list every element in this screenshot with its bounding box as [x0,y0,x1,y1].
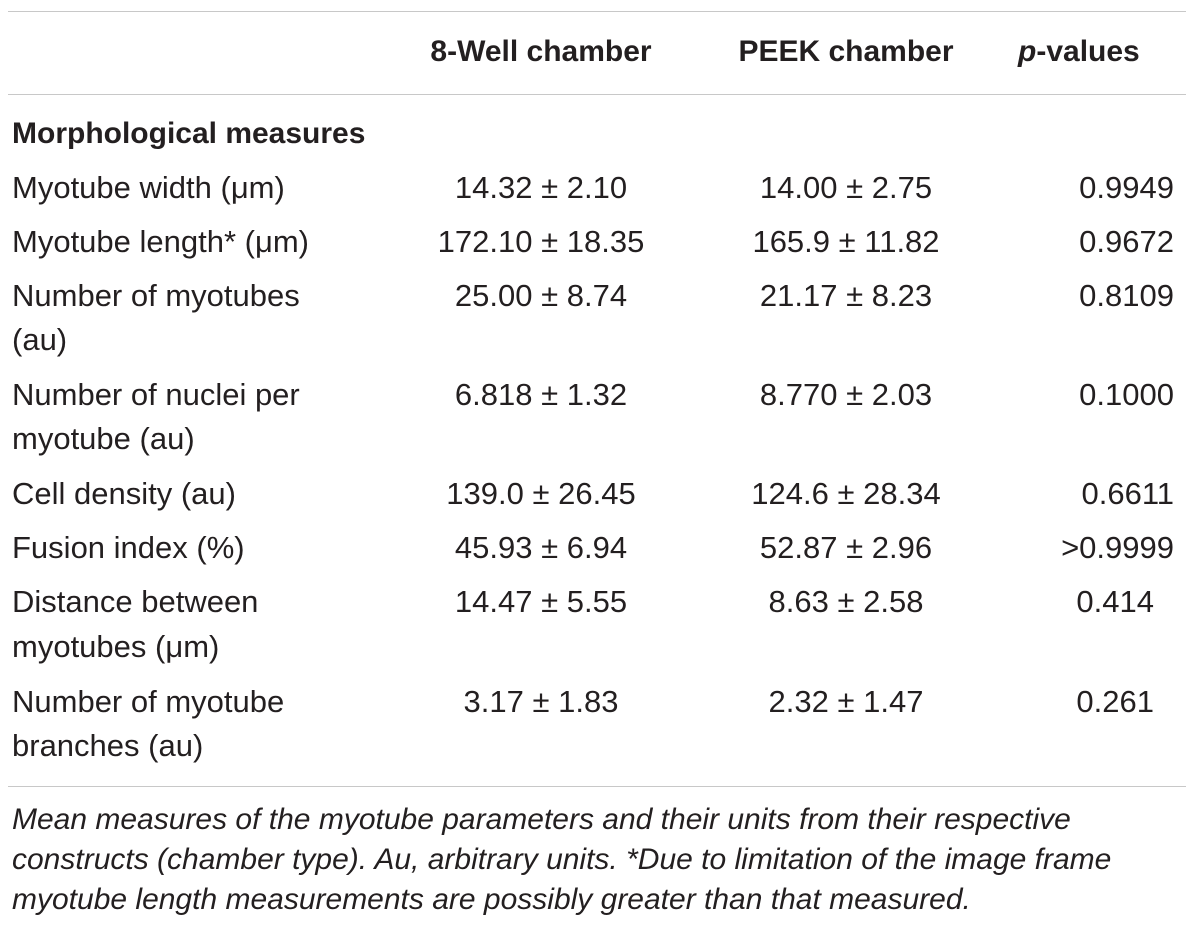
row-label: Myotube length* (μm) [12,224,309,259]
cell-8-well: 25.00 ± 8.74 [454,278,628,313]
cell-8-well: 14.47 ± 5.55 [454,584,628,619]
cell-p-value: 0.1000 [1079,377,1174,412]
cell-peek: 14.00 ± 2.75 [759,170,933,205]
cell-p-value: 0.261 [1076,684,1154,719]
cell-p-value: 0.9672 [1079,224,1174,259]
row-label-cont: myotube (au) [12,421,195,456]
row-label: Number of nuclei per [12,377,300,412]
caption-line: constructs (chamber type). Au, arbitrary units. *Due to limitation of the image frame [12,843,1112,876]
cell-peek: 8.63 ± 2.58 [768,584,924,619]
cell-8-well: 139.0 ± 26.45 [446,476,636,511]
cell-peek: 165.9 ± 11.82 [752,224,940,259]
cell-p-value: 0.414 [1076,584,1154,619]
cell-8-well: 45.93 ± 6.94 [454,530,628,565]
header-p-italic: p [1018,35,1037,68]
row-label: Cell density (au) [12,476,236,511]
cell-8-well: 6.818 ± 1.32 [454,377,628,412]
row-label: Distance between [12,584,259,619]
top-rule [8,11,1186,12]
table-caption [12,800,1184,920]
cell-p-value: 0.8109 [1079,278,1174,313]
cell-peek: 52.87 ± 2.96 [759,530,933,565]
cell-p-value: 0.9949 [1079,170,1174,205]
cell-p-value: 0.6611 [1081,476,1174,511]
row-label: Number of myotube [12,684,285,719]
header-peek: PEEK chamber [738,35,954,68]
header-p-rest: -values [1036,35,1140,68]
row-label: Fusion index (%) [12,530,245,565]
cell-peek: 21.17 ± 8.23 [759,278,933,313]
caption-line: Mean measures of the myotube parameters and their units from their respective [12,803,1071,836]
header-p-values [1018,34,1140,70]
cell-peek: 2.32 ± 1.47 [768,684,924,719]
row-label-cont: (au) [12,322,68,357]
cell-peek: 124.6 ± 28.34 [751,476,941,511]
cell-peek: 8.770 ± 2.03 [759,377,933,412]
header-8-well: 8-Well chamber [430,35,652,68]
row-label: Myotube width (μm) [12,170,285,205]
bottom-rule [8,786,1186,787]
row-label: Number of myotubes [12,278,300,313]
cell-8-well: 172.10 ± 18.35 [437,224,645,259]
cell-8-well: 3.17 ± 1.83 [463,684,619,719]
header-rule [8,94,1186,95]
row-label-cont: branches (au) [12,728,204,763]
cell-8-well: 14.32 ± 2.10 [454,170,628,205]
row-label-cont: myotubes (μm) [12,629,220,664]
caption-line: myotube length measurements are possibly greater than that measured. [12,883,971,916]
cell-p-value: >0.9999 [1061,530,1174,565]
section-heading: Morphological measures [12,117,366,150]
